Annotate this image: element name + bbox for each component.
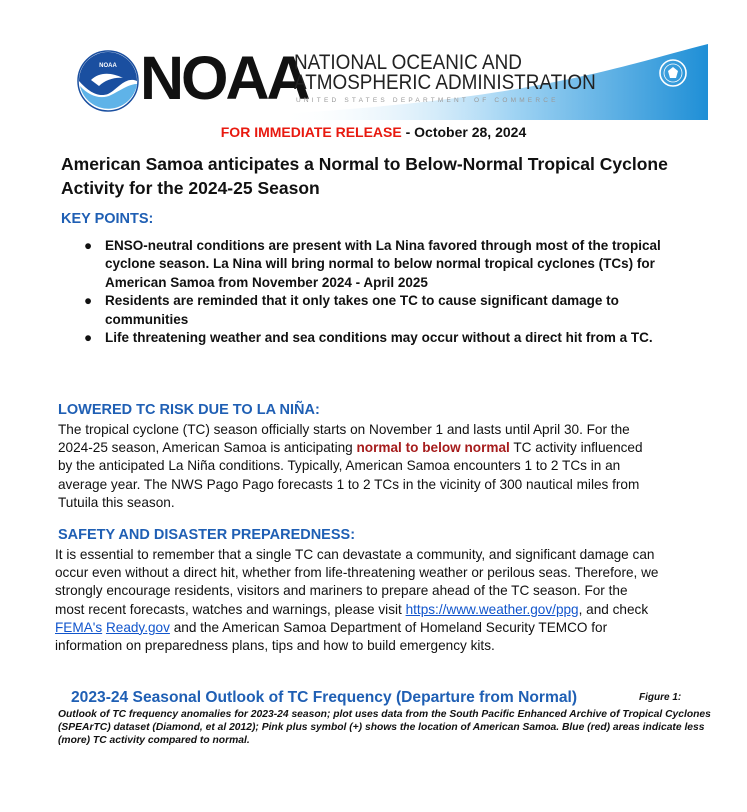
headline: American Samoa anticipates a Normal to Below-Normal Tropical Cyclone Activity for the 2024-25 Season: [61, 154, 668, 198]
safety-text-4: and the American Samoa Department of Homeland Security TEMCO for information on preparedness plans, tips and how to build emergency kits.: [55, 619, 608, 654]
list-item: [76, 329, 676, 347]
bullet-icon: ●: [84, 330, 93, 346]
release-date: October 28, 2024: [414, 124, 527, 140]
safety-text-2: , and check: [578, 601, 649, 617]
safety-heading: SAFETY AND DISASTER PREPAREDNESS:: [58, 527, 356, 543]
risk-text-before: The tropical cyclone (TC) season officially starts on November 1 and lasts until April 30. For the 2024-25 season, American Samoa is anticipating: [58, 422, 630, 456]
svg-text:NOAA: NOAA: [99, 63, 117, 69]
release-label: FOR IMMEDIATE RELEASE: [220, 124, 402, 140]
agency-line-2: ATMOSPHERIC ADMINISTRATION: [294, 71, 596, 94]
key-point-text: Life threatening weather and sea conditions may occur without a direct hit from a TC.: [105, 330, 653, 346]
list-item: [76, 292, 676, 329]
key-points-heading: KEY POINTS:: [61, 211, 154, 227]
key-point-text: Residents are reminded that it only takes one TC to cause significant damage to communities: [105, 293, 619, 327]
noaa-bird-logo-icon: [77, 50, 139, 112]
agency-name: [294, 53, 596, 93]
safety-text-1: It is essential to remember that a single TC can devastate a community, and significant damage can occur even without a direct hit, whether from life-threatening weather or perilous seas. Therefore, we strongly encourage residents, visitors and mariners to prepare ahead of the TC season. For the most recent forecasts, watches and warnings, please visit: [55, 547, 659, 617]
list-item: [76, 237, 676, 292]
department-name: UNITED STATES DEPARTMENT OF COMMERCE: [296, 97, 559, 104]
commerce-seal-icon: [658, 58, 688, 88]
bullet-icon: ●: [84, 238, 93, 253]
risk-heading: LOWERED TC RISK DUE TO LA NIÑA:: [58, 402, 320, 418]
bullet-icon: ●: [84, 293, 93, 309]
noaa-banner: [68, 44, 708, 120]
key-points-list: [76, 237, 676, 347]
figure-title: 2023-24 Seasonal Outlook of TC Frequency (Departure from Normal): [71, 689, 578, 706]
noaa-wordmark: NOAA: [140, 44, 308, 112]
release-separator: -: [401, 124, 415, 140]
fema-link[interactable]: FEMA's: [55, 619, 103, 635]
risk-text-after: TC activity influenced by the anticipated La Niña conditions. Typically, American Samoa encounters 1 to 2 TCs in an average year. The NWS Pago Pago forecasts 1 to 2 TCs in the vicinity of 300 nautical miles from Tutuila this season.: [58, 440, 643, 510]
release-line: [0, 124, 747, 140]
safety-paragraph: [55, 546, 660, 655]
figure-label: Figure 1:: [639, 692, 682, 703]
figure-caption: Outlook of TC frequency anomalies for 2023-24 season; plot uses data from the South Pacific Enhanced Archive of Tropical Cyclones (SPEArTC) dataset (Diamond, et al 2012); Pink plus symbol (+) shows the location of American Samoa. Blue (red) areas indicate less (more) TC activity compared to normal.: [58, 709, 711, 747]
key-point-text: ENSO-neutral conditions are present with La Nina favored through most of the tropical cyclone season. La Nina will bring normal to below normal tropical cyclones (TCs) for American Samoa from November 2024 - April 2025: [105, 238, 661, 290]
risk-paragraph: [58, 421, 648, 512]
ready-gov-link[interactable]: Ready.gov: [105, 619, 170, 635]
agency-line-1: NATIONAL OCEANIC AND: [294, 51, 522, 74]
weather-gov-link[interactable]: https://www.weather.gov/ppg: [405, 601, 579, 617]
risk-highlight: normal to below normal: [356, 440, 510, 456]
